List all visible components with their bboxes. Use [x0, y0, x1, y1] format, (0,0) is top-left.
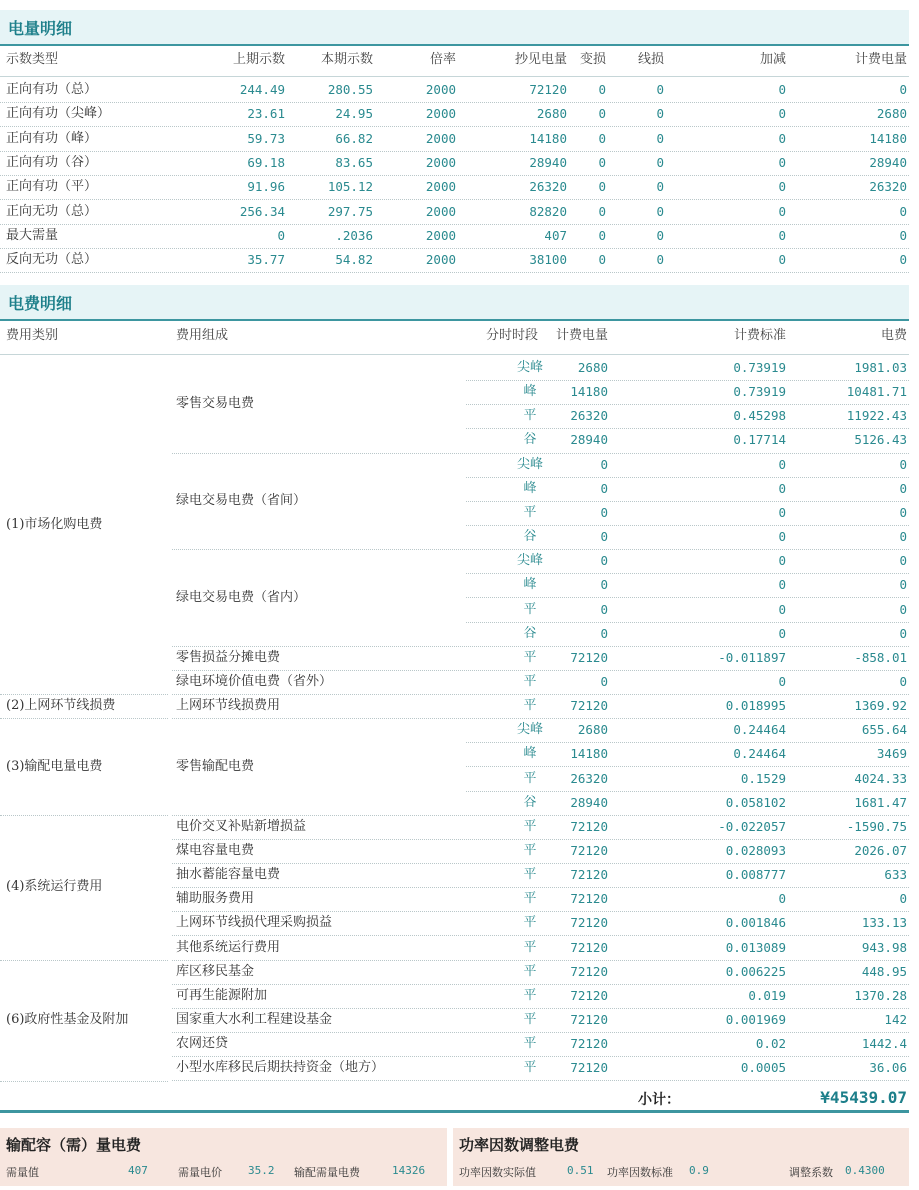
- fee-kwh: 0: [600, 504, 608, 520]
- fee-component: 农网还贷: [176, 1036, 229, 1052]
- usage-cell: 2000: [425, 252, 456, 268]
- usage-row-divider: [0, 272, 909, 273]
- fees-col-header: 分时时段: [485, 328, 538, 343]
- usage-cell: 24.95: [335, 106, 373, 122]
- fee-category-divider: [0, 718, 168, 719]
- pf-box-title: 功率因数调整电费: [459, 1136, 580, 1154]
- usage-cell: 28940: [529, 154, 567, 170]
- fee-component: 小型水库移民后期扶持资金（地方）: [176, 1060, 385, 1076]
- usage-cell: 105.12: [327, 179, 373, 195]
- usage-cell: 2000: [425, 179, 456, 195]
- fee-component: 库区移民基金: [176, 963, 255, 979]
- fee-amount: 0: [899, 504, 907, 520]
- fee-kwh: 72120: [570, 987, 608, 1003]
- usage-cell: 35.77: [247, 252, 285, 268]
- usage-row-label: 正向有功（平）: [6, 179, 98, 195]
- fee-amount: 633: [884, 867, 907, 883]
- fee-kwh: 72120: [570, 867, 608, 883]
- usage-cell: 2000: [425, 106, 456, 122]
- fee-period: 平: [523, 1060, 537, 1076]
- usage-cell: 0: [656, 154, 664, 170]
- fee-amount: 943.98: [861, 939, 907, 955]
- fee-period: 平: [523, 1012, 537, 1028]
- fee-kwh: 72120: [570, 698, 608, 714]
- fee-rate: 0.1529: [740, 770, 786, 786]
- demand-value: 407: [128, 1164, 148, 1177]
- pf-actual-label: 功率因数实际值: [459, 1166, 536, 1179]
- fees-col-header: 计费电量: [555, 328, 608, 343]
- fee-amount: 448.95: [861, 963, 907, 979]
- fee-category-divider: [0, 1081, 168, 1082]
- fee-rate: 0: [778, 601, 786, 617]
- usage-cell: 28940: [869, 154, 907, 170]
- fee-period: 平: [523, 867, 537, 883]
- fee-amount: 0: [899, 625, 907, 641]
- usage-cell: 0: [656, 179, 664, 195]
- fees-section-header: [0, 285, 909, 319]
- usage-cell: 0: [598, 203, 606, 219]
- fee-rate: 0: [778, 529, 786, 545]
- pf-standard-value: 0.9: [689, 1164, 709, 1177]
- usage-cell: 0: [778, 130, 786, 146]
- fee-kwh: 72120: [570, 891, 608, 907]
- fee-kwh: 14180: [570, 384, 608, 400]
- fee-amount: 0: [899, 553, 907, 569]
- usage-cell: 0: [778, 154, 786, 170]
- usage-row-label: 正向有功（总）: [6, 82, 98, 97]
- usage-cell: 0: [656, 227, 664, 243]
- fee-period: 平: [523, 939, 537, 955]
- usage-cell: 297.75: [327, 203, 373, 219]
- fee-component: 绿电交易电费（省间）: [176, 492, 307, 508]
- fee-kwh: 72120: [570, 1060, 608, 1076]
- fee-rate: 0: [778, 673, 786, 689]
- fee-kwh: 14180: [570, 746, 608, 762]
- fee-rate: 0.013089: [725, 939, 786, 955]
- fee-category-divider: [0, 960, 168, 961]
- fee-amount: 0: [899, 529, 907, 545]
- fee-component: 可再生能源附加: [176, 987, 268, 1003]
- usage-cell: 0: [778, 252, 786, 268]
- pf-coef-label: 调整系数: [789, 1166, 833, 1179]
- fee-amount: 0: [899, 456, 907, 472]
- fee-component: 其他系统运行费用: [176, 939, 281, 955]
- fee-period: 平: [523, 770, 537, 786]
- fee-kwh: 0: [600, 577, 608, 593]
- usage-col-header: 计费电量: [854, 52, 907, 67]
- usage-cell: 0: [598, 252, 606, 268]
- usage-cell: 2680: [876, 106, 907, 122]
- usage-cell: 0: [656, 252, 664, 268]
- fee-rate: 0.0005: [740, 1060, 786, 1076]
- usage-cell: 59.73: [247, 130, 285, 146]
- usage-cell: 2000: [425, 227, 456, 243]
- usage-cell: .2036: [335, 227, 373, 243]
- fee-amount: 1981.03: [854, 360, 907, 375]
- fee-period: 平: [523, 987, 537, 1003]
- fee-rate: 0.73919: [733, 360, 786, 375]
- fee-rate: 0.006225: [725, 963, 786, 979]
- fee-rate: 0: [778, 625, 786, 641]
- fee-rate: 0.028093: [725, 843, 786, 858]
- fee-period: 平: [523, 818, 537, 834]
- fee-period: 尖峰: [516, 360, 543, 375]
- fee-rate: 0.058102: [725, 794, 786, 810]
- fee-period: 谷: [523, 529, 537, 545]
- fee-amount: 142: [884, 1012, 907, 1028]
- fee-category: (3)输配电量电费: [6, 758, 103, 774]
- usage-cell: 280.55: [327, 82, 373, 97]
- fee-amount: 36.06: [869, 1060, 907, 1076]
- fee-amount: 10481.71: [846, 384, 907, 400]
- usage-cell: 26320: [869, 179, 907, 195]
- fee-amount: 4024.33: [854, 770, 907, 786]
- fee-period: 谷: [523, 432, 537, 448]
- fee-period: 平: [523, 673, 537, 689]
- usage-cell: 0: [778, 82, 786, 97]
- usage-cell: 244.49: [239, 82, 285, 97]
- usage-cell: 0: [656, 130, 664, 146]
- fees-header-divider: [0, 354, 909, 355]
- fee-component: 零售交易电费: [176, 396, 255, 412]
- fee-rate: -0.011897: [718, 649, 786, 665]
- usage-cell: 0: [598, 106, 606, 122]
- fee-kwh: 72120: [570, 963, 608, 979]
- usage-cell: 407: [544, 227, 567, 243]
- fee-component: 电价交叉补贴新增损益: [176, 818, 307, 834]
- fee-category: (6)政府性基金及附加: [6, 1012, 129, 1028]
- usage-row-label: 正向无功（总）: [6, 203, 98, 219]
- fee-kwh: 72120: [570, 1036, 608, 1052]
- usage-cell: 0: [598, 154, 606, 170]
- fee-rate: 0.73919: [733, 384, 786, 400]
- usage-row-label: 正向有功（峰）: [6, 130, 98, 146]
- fee-rate: 0.008777: [725, 867, 786, 883]
- fees-col-header: 费用类别: [6, 328, 59, 343]
- demand-box-title: 输配容（需）量电费: [6, 1136, 142, 1154]
- demand-value-label: 需量值: [6, 1166, 39, 1179]
- fee-period: 平: [523, 963, 537, 979]
- fee-kwh: 72120: [570, 843, 608, 858]
- fee-rate: 0.019: [748, 987, 786, 1003]
- fee-period: 平: [523, 915, 537, 931]
- usage-cell: 2000: [425, 82, 456, 97]
- subtotal-rule: [0, 1110, 909, 1113]
- fee-period: 峰: [523, 384, 537, 400]
- fee-rate: 0.001846: [725, 915, 786, 931]
- fee-kwh: 72120: [570, 939, 608, 955]
- fee-component: 辅助服务费用: [176, 891, 255, 907]
- fee-rate: -0.022057: [718, 818, 786, 834]
- fee-amount: 2026.07: [854, 843, 907, 858]
- usage-cell: 0: [598, 179, 606, 195]
- fee-period: 尖峰: [516, 553, 543, 569]
- demand-fee-value: 14326: [392, 1164, 426, 1177]
- usage-cell: 0: [778, 203, 786, 219]
- fee-amount: 1369.92: [854, 698, 907, 714]
- fee-period: 平: [523, 843, 537, 858]
- fees-col-header: 电费: [880, 328, 907, 343]
- subtotal-label: 小计：: [638, 1092, 680, 1108]
- usage-header-rule: [0, 44, 909, 46]
- fee-amount: 0: [899, 673, 907, 689]
- fee-kwh: 28940: [570, 432, 608, 448]
- fee-component: 绿电环境价值电费（省外）: [176, 673, 333, 689]
- fee-period: 平: [523, 698, 537, 714]
- fee-category-divider: [0, 815, 168, 816]
- usage-cell: 0: [778, 106, 786, 122]
- usage-cell: 2000: [425, 154, 456, 170]
- fee-period: 平: [523, 601, 537, 617]
- fee-rate: 0.24464: [733, 722, 786, 738]
- usage-col-header: 变损: [579, 52, 606, 67]
- fee-kwh: 0: [600, 625, 608, 641]
- usage-section-title: 电量明细: [8, 18, 73, 38]
- usage-cell: 2000: [425, 130, 456, 146]
- fee-kwh: 28940: [570, 794, 608, 810]
- demand-price-value: 35.2: [248, 1164, 275, 1177]
- usage-cell: 0: [656, 106, 664, 122]
- fee-kwh: 0: [600, 456, 608, 472]
- fee-kwh: 0: [600, 553, 608, 569]
- usage-col-header: 加减: [759, 52, 786, 67]
- usage-cell: 256.34: [239, 203, 285, 219]
- usage-row-label: 最大需量: [6, 227, 59, 243]
- usage-cell: 26320: [529, 179, 567, 195]
- usage-cell: 0: [656, 203, 664, 219]
- fee-amount: 1370.28: [854, 987, 907, 1003]
- fee-rate: 0.24464: [733, 746, 786, 762]
- usage-cell: 0: [598, 82, 606, 97]
- usage-cell: 72120: [529, 82, 567, 97]
- subtotal-value: ¥45439.07: [820, 1088, 907, 1107]
- fee-amount: 1442.4: [861, 1036, 907, 1052]
- usage-cell: 0: [899, 252, 907, 268]
- fee-amount: 655.64: [861, 722, 907, 738]
- usage-cell: 0: [899, 227, 907, 243]
- fee-component: 抽水蓄能容量电费: [176, 867, 281, 883]
- pf-coef-value: 0.4300: [845, 1164, 885, 1177]
- fee-kwh: 0: [600, 529, 608, 545]
- fee-category: (1)市场化购电费: [6, 517, 103, 533]
- power-factor-box: [453, 1128, 909, 1186]
- fee-rate: 0.45298: [733, 408, 786, 424]
- fee-kwh: 72120: [570, 1012, 608, 1028]
- usage-cell: 91.96: [247, 179, 285, 195]
- usage-cell: 82820: [529, 203, 567, 219]
- usage-cell: 23.61: [247, 106, 285, 122]
- usage-col-header: 示数类型: [6, 52, 59, 67]
- fee-kwh: 26320: [570, 408, 608, 424]
- fee-amount: 11922.43: [846, 408, 907, 424]
- usage-col-header: 抄见电量: [514, 52, 567, 67]
- fee-amount: 0: [899, 601, 907, 617]
- fee-period: 平: [523, 649, 537, 665]
- fee-component: 绿电交易电费（省内）: [176, 589, 307, 605]
- fee-amount: 0: [899, 891, 907, 907]
- usage-cell: 14180: [869, 130, 907, 146]
- fee-kwh: 72120: [570, 915, 608, 931]
- usage-cell: 0: [598, 130, 606, 146]
- fee-kwh: 72120: [570, 818, 608, 834]
- fee-kwh: 0: [600, 480, 608, 496]
- fee-kwh: 0: [600, 601, 608, 617]
- fee-period: 尖峰: [516, 722, 543, 738]
- fee-rate: 0.17714: [733, 432, 786, 448]
- fee-period: 平: [523, 1036, 537, 1052]
- fee-rate: 0: [778, 577, 786, 593]
- fee-rate: 0: [778, 553, 786, 569]
- fee-rate: 0.001969: [725, 1012, 786, 1028]
- fee-rate: 0.018995: [725, 698, 786, 714]
- usage-row-label: 正向有功（谷）: [6, 154, 98, 170]
- fee-kwh: 0: [600, 673, 608, 689]
- demand-fee-label: 输配需量电费: [294, 1166, 360, 1179]
- fee-period: 峰: [523, 480, 537, 496]
- usage-cell: 0: [778, 227, 786, 243]
- usage-cell: 0: [277, 227, 285, 243]
- fee-component: 上网环节线损费用: [176, 698, 281, 714]
- usage-cell: 0: [656, 82, 664, 97]
- fee-period: 尖峰: [516, 456, 543, 472]
- fee-row-divider: [172, 1080, 909, 1081]
- fee-amount: 1681.47: [854, 794, 907, 810]
- pf-standard-label: 功率因数标准: [607, 1166, 673, 1179]
- demand-price-label: 需量电价: [178, 1166, 222, 1179]
- usage-cell: 38100: [529, 252, 567, 268]
- usage-col-header: 本期示数: [320, 52, 373, 67]
- usage-row-label: 正向有功（尖峰）: [6, 106, 111, 122]
- fee-component: 上网环节线损代理采购损益: [176, 915, 333, 931]
- fee-rate: 0: [778, 891, 786, 907]
- fee-period: 平: [523, 408, 537, 424]
- usage-cell: 0: [899, 82, 907, 97]
- fee-component: 国家重大水利工程建设基金: [176, 1012, 333, 1028]
- fee-category: (4)系统运行费用: [6, 879, 103, 895]
- usage-cell: 69.18: [247, 154, 285, 170]
- usage-cell: 0: [598, 227, 606, 243]
- fee-component: 零售输配电费: [176, 758, 255, 774]
- fees-header-rule: [0, 319, 909, 321]
- usage-section-header: [0, 10, 909, 44]
- usage-cell: 54.82: [335, 252, 373, 268]
- fee-amount: 3469: [876, 746, 907, 762]
- fee-period: 谷: [523, 794, 537, 810]
- usage-col-header: 上期示数: [232, 52, 285, 67]
- fee-amount: -858.01: [854, 649, 907, 665]
- usage-cell: 66.82: [335, 130, 373, 146]
- fee-kwh: 26320: [570, 770, 608, 786]
- demand-charge-box: [0, 1128, 447, 1186]
- fees-col-header: 费用组成: [176, 328, 229, 343]
- fees-col-header: 计费标准: [733, 328, 786, 343]
- fee-category: (2)上网环节线损费: [6, 698, 116, 714]
- fee-rate: 0: [778, 480, 786, 496]
- fee-kwh: 72120: [570, 649, 608, 665]
- fee-kwh: 2680: [577, 360, 608, 375]
- usage-col-header: 线损: [637, 52, 664, 67]
- fee-period: 平: [523, 891, 537, 907]
- fee-amount: 0: [899, 577, 907, 593]
- usage-cell: 0: [899, 203, 907, 219]
- fee-rate: 0: [778, 456, 786, 472]
- fee-period: 谷: [523, 625, 537, 641]
- fee-amount: -1590.75: [846, 818, 907, 834]
- fee-amount: 133.13: [861, 915, 907, 931]
- fee-period: 平: [523, 504, 537, 520]
- pf-actual-value: 0.51: [567, 1164, 594, 1177]
- fee-component: 煤电容量电费: [176, 843, 255, 858]
- fee-component: 零售损益分摊电费: [176, 649, 281, 665]
- usage-cell: 2000: [425, 203, 456, 219]
- usage-cell: 83.65: [335, 154, 373, 170]
- usage-cell: 2680: [536, 106, 567, 122]
- fees-section-title: 电费明细: [8, 293, 73, 313]
- usage-header-divider: [0, 76, 909, 77]
- fee-kwh: 2680: [577, 722, 608, 738]
- fee-amount: 0: [899, 480, 907, 496]
- fee-period: 峰: [523, 746, 537, 762]
- usage-cell: 0: [778, 179, 786, 195]
- fee-amount: 5126.43: [854, 432, 907, 448]
- fee-rate: 0: [778, 504, 786, 520]
- usage-col-header: 倍率: [429, 52, 456, 67]
- usage-cell: 14180: [529, 130, 567, 146]
- fee-period: 峰: [523, 577, 537, 593]
- usage-row-label: 反向无功（总）: [6, 252, 98, 268]
- fee-rate: 0.02: [755, 1036, 786, 1052]
